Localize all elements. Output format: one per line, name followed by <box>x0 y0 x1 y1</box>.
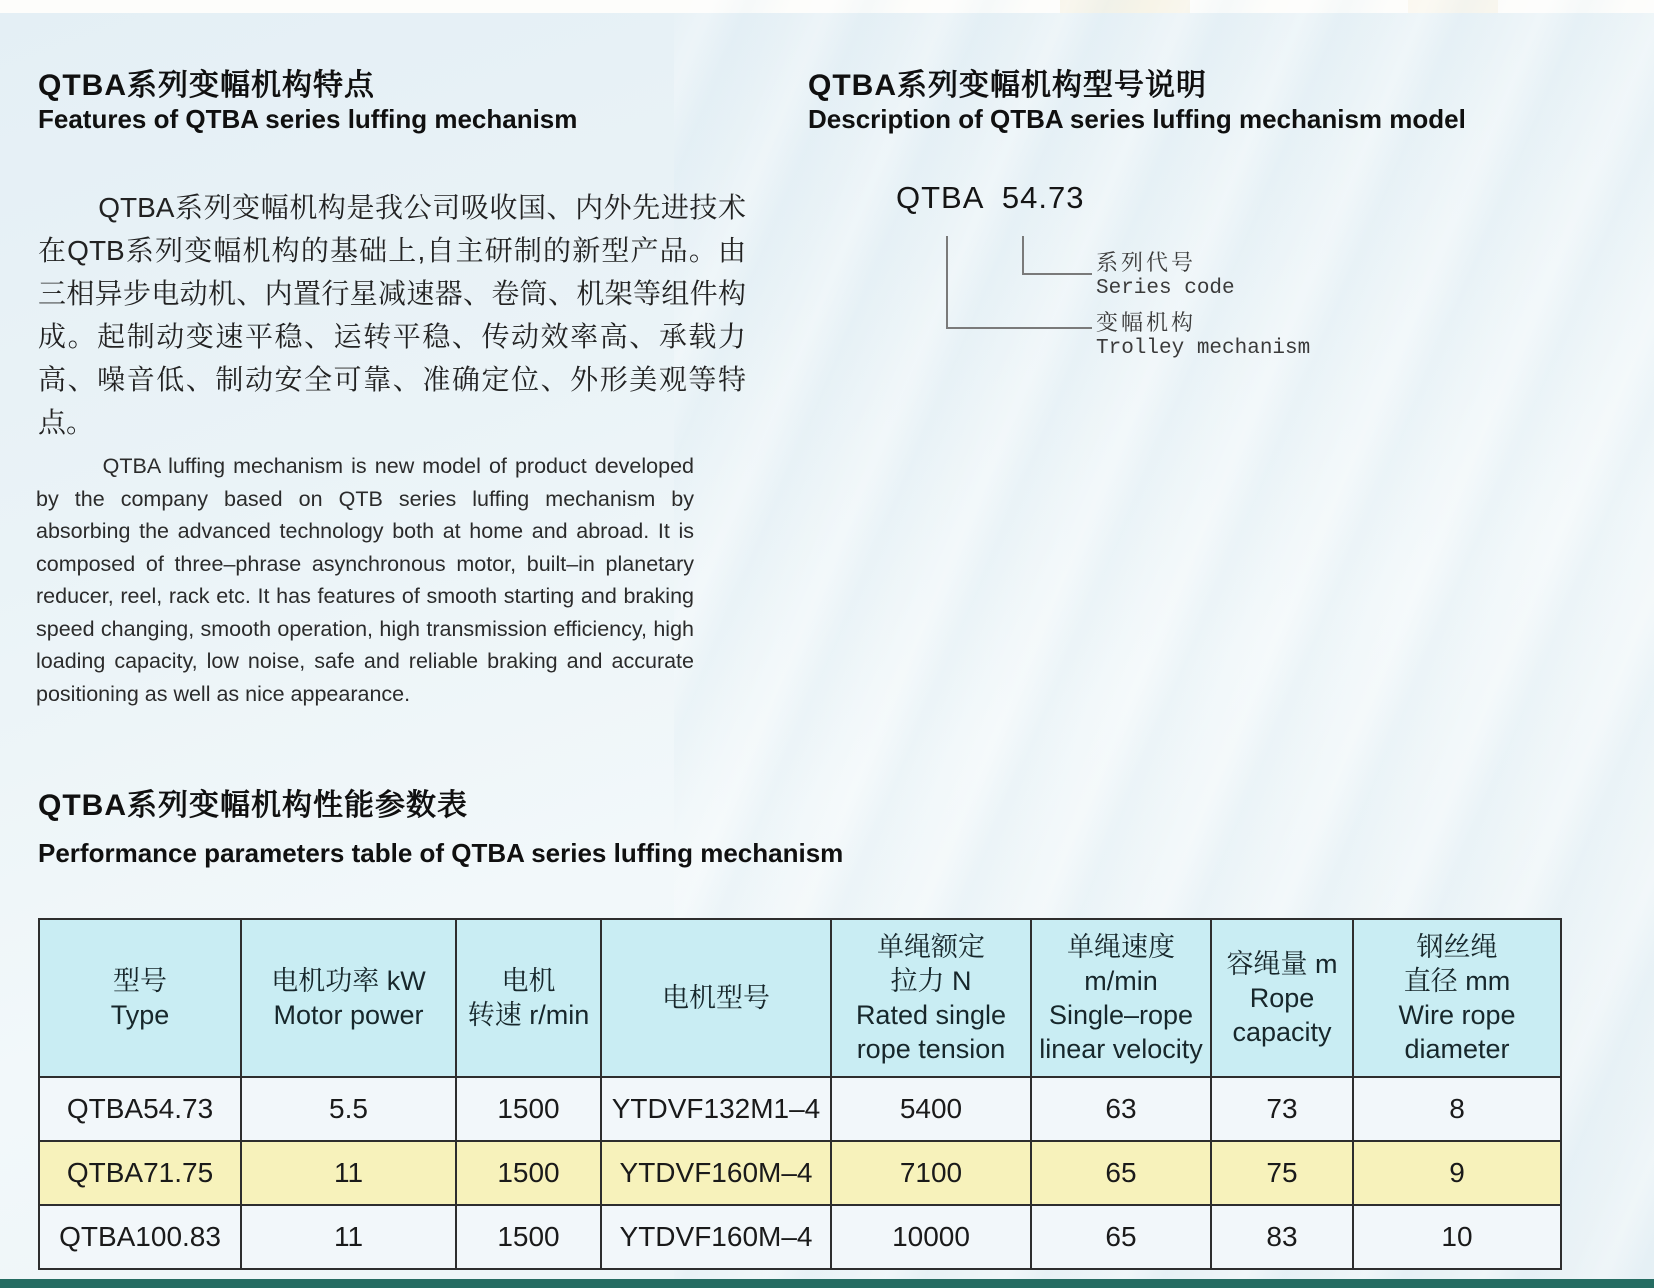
column-header-motor-power <box>241 919 456 1077</box>
table-cell: 8 <box>1353 1077 1561 1141</box>
table-cell: 9 <box>1353 1141 1561 1205</box>
table-cell: 5.5 <box>241 1077 456 1141</box>
table-cell: 65 <box>1031 1205 1211 1269</box>
table-cell: 65 <box>1031 1141 1211 1205</box>
table-cell: YTDVF160M–4 <box>601 1141 831 1205</box>
header-line: 钢丝绳 <box>1416 932 1498 962</box>
column-header-wire-rope-diameter <box>1353 919 1561 1077</box>
series-callout-line <box>1022 273 1092 275</box>
model-title-zh: QTBA系列变幅机构型号说明 <box>808 69 1207 102</box>
column-header-rope-velocity <box>1031 919 1211 1077</box>
header-line: m/min <box>1084 966 1158 996</box>
header-line: Rated single <box>855 1000 1007 1030</box>
trolley-callout-line <box>946 327 1092 329</box>
features-title-en: Features of QTBA series luffing mechanism <box>38 104 578 134</box>
table-cell: 75 <box>1211 1141 1353 1205</box>
header-line: 电机型号 <box>662 983 770 1013</box>
top-edge-segment <box>1408 0 1498 13</box>
table-cell: 63 <box>1031 1077 1211 1141</box>
table-cell: 73 <box>1211 1077 1353 1141</box>
table-row <box>39 1205 1561 1269</box>
header-line: 电机 <box>501 966 556 996</box>
header-line: capacity <box>1232 1017 1332 1047</box>
table-cell: YTDVF160M–4 <box>601 1205 831 1269</box>
features-paragraph-en: QTBA luffing mechanism is new model of product developed by the company based on QTB series luffing mechanism by absorbing the advanced technology both at home and abroad. It is composed of three–phrase asynchronous motor, built–in planetary reducer, reel, rack etc. It has features of smooth starting and braking speed changing, smooth operation, high transmission efficiency, high loading capacity, low noise, safe and reliable braking and accurate positioning as well as nice appearance. <box>36 454 694 706</box>
table-cell: 83 <box>1211 1205 1353 1269</box>
column-header-type <box>39 919 241 1077</box>
trolley-mechanism-label-en: Trolley mechanism <box>1096 337 1311 360</box>
header-line: Single–rope <box>1048 1000 1194 1030</box>
table-title-zh: QTBA系列变幅机构性能参数表 <box>38 789 468 822</box>
table-cell: 11 <box>241 1141 456 1205</box>
table-header-row <box>39 919 1561 1077</box>
header-line: Wire rope <box>1398 1000 1516 1030</box>
table-cell: 10 <box>1353 1205 1561 1269</box>
table-row-highlighted <box>39 1141 1561 1205</box>
table-cell: 1500 <box>456 1205 601 1269</box>
header-line: 型号 <box>113 966 167 996</box>
header-line: linear velocity <box>1039 1034 1203 1064</box>
header-line: 单绳额定 <box>877 932 985 962</box>
table-title-en: Performance parameters table of QTBA series luffing mechanism <box>38 838 844 868</box>
table-cell: QTBA100.83 <box>39 1205 241 1269</box>
trolley-callout-line <box>946 236 948 329</box>
top-edge-strip <box>0 0 1654 13</box>
features-paragraph-zh: QTBA系列变幅机构是我公司吸收国、内外先进技术在QTB系列变幅机构的基础上,自主研制的新型产品。由三相异步电动机、内置行星减速器、卷筒、机架等组件构成。起制动变速平稳、运转平稳、传动效率高、承载力高、噪音低、制动安全可靠、准确定位、外形美观等特点。 <box>38 192 746 438</box>
series-code-label-en: Series code <box>1096 277 1235 300</box>
header-line: diameter <box>1404 1034 1510 1064</box>
series-code-label-zh: 系列代号 <box>1096 252 1197 277</box>
parameters-table <box>38 918 1562 1270</box>
table-cell: QTBA71.75 <box>39 1141 241 1205</box>
column-header-motor-model <box>601 919 831 1077</box>
header-line: 单绳速度 <box>1067 932 1175 962</box>
top-edge-segment <box>1060 0 1190 13</box>
model-title-en: Description of QTBA series luffing mechanism model <box>808 104 1466 134</box>
header-line: Type <box>110 1000 170 1030</box>
header-line: 直径 mm <box>1403 966 1511 996</box>
table-cell: QTBA54.73 <box>39 1077 241 1141</box>
table-cell: 11 <box>241 1205 456 1269</box>
table-cell: 1500 <box>456 1077 601 1141</box>
features-title-zh: QTBA系列变幅机构特点 <box>38 69 375 102</box>
trolley-mechanism-label-zh: 变幅机构 <box>1096 312 1197 337</box>
table-cell: 10000 <box>831 1205 1031 1269</box>
column-header-motor-speed <box>456 919 601 1077</box>
header-line: Motor power <box>273 1000 424 1030</box>
header-line: 容绳量 m <box>1226 949 1338 979</box>
model-code: QTBA 54.73 <box>896 180 1085 215</box>
table-cell: YTDVF132M1–4 <box>601 1077 831 1141</box>
table-cell: 7100 <box>831 1141 1031 1205</box>
header-line: 拉力 N <box>890 966 972 996</box>
header-line: Rope <box>1249 983 1315 1013</box>
header-line: 电机功率 kW <box>271 966 426 996</box>
column-header-rated-rope-tension <box>831 919 1031 1077</box>
bottom-edge-bar <box>0 1279 1654 1288</box>
header-line: rope tension <box>856 1034 1006 1064</box>
column-header-rope-capacity <box>1211 919 1353 1077</box>
header-line: 转速 r/min <box>467 1000 590 1030</box>
table-cell: 5400 <box>831 1077 1031 1141</box>
table-row <box>39 1077 1561 1141</box>
table-cell: 1500 <box>456 1141 601 1205</box>
series-callout-line <box>1022 236 1024 275</box>
